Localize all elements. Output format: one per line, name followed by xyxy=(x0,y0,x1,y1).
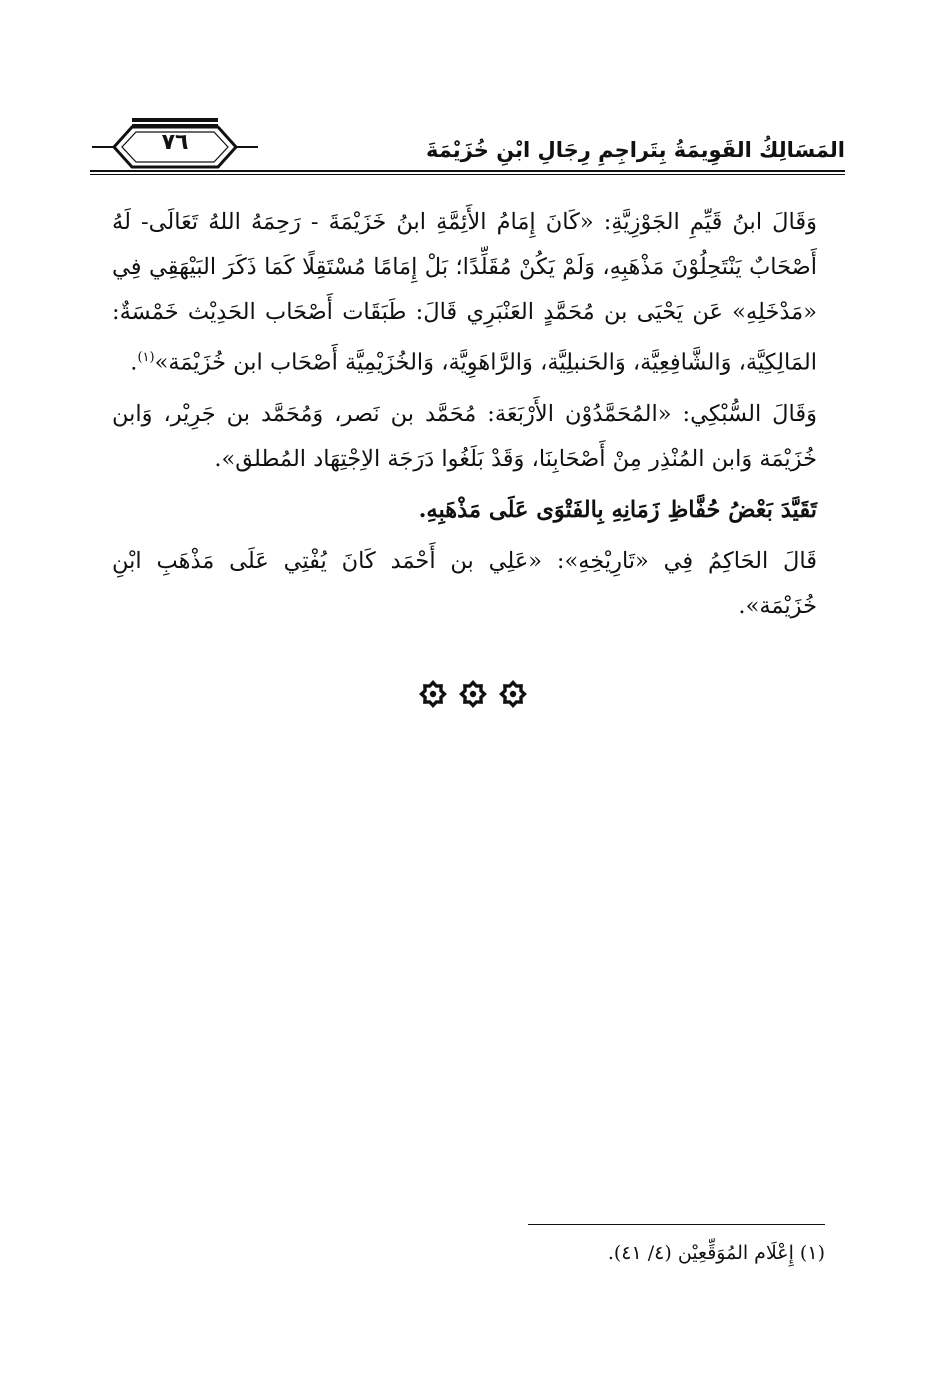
footnote: (١) إِعْلَام المُوَقِّعِيْن (٤/ ٤١). xyxy=(607,1242,825,1264)
page-number: ٧٦ xyxy=(161,130,189,155)
star-ornament-icon xyxy=(497,678,529,710)
footnote-reference: (١) xyxy=(137,350,155,365)
main-text xyxy=(112,200,817,635)
star-ornament-icon xyxy=(457,678,489,710)
closing-paragraph: قَالَ الحَاكِمُ فِي «تَارِيْخِهِ»: «عَلِي بن أَحْمَد كَانَ يُفْتِي عَلَى مَذْهَبِ ابْنِ خُزَيْمَة». xyxy=(112,547,817,619)
paragraph xyxy=(112,200,817,386)
header-rule xyxy=(90,170,845,172)
paragraph-tail: . xyxy=(130,349,138,376)
header-rule-thin xyxy=(90,174,845,175)
section-ornaments xyxy=(0,678,945,710)
paragraph-text: وَقَالَ ابنُ قَيِّمِ الجَوْزِيَّةِ: «كَانَ إِمَامُ الأَئِمَّةِ ابنُ خَزَيْمَةَ - رَحِمَهُ اللهُ تَعَالَى- لَهُ أَصْحَابٌ يَنْتَحِلُوْنَ مَذْهَبِهِ، وَلَمْ يَكُنْ مُقَلِّدًا؛ بَلْ إِمَامًا مُسْتَقِلًا كَمَا ذَكَرَ البَيْهَقِي فِي «مَدْخَلِهِ» عَن يَحْيَى بن مُحَمَّدٍ العَنْبَرِي قَالَ: طَبَقَات أَصْحَاب الحَدِيْث خَمْسَةٌ: المَالِكِيَّة، وَالشَّافِعِيَّة، وَالحَنبلِيَّة، وَالرَّاهَوِيَّة، وَالخُزَيْمِيَّة أَصْحَاب ابن خُزَيْمَة» xyxy=(112,209,817,376)
section-heading: تَقَيَّدَ بَعْضُ حُفَّاظِ زَمَانِهِ بِالفَتْوَى عَلَى مَذْهَبِهِ. xyxy=(418,496,817,523)
star-ornament-icon xyxy=(417,678,449,710)
paragraph-text: وَقَالَ السُّبْكِي: «المُحَمَّدُوْن الأَرْبَعَة: مُحَمَّد بن نَصر، وَمُحَمَّد بن جَرِيْر، وَابن خُزَيْمَة وَابن المُنْذِر مِنْ أَصْحَابِنَا، وَقَدْ بَلَغُوا دَرَجَة الاِجْتِهَاد المُطلق». xyxy=(112,400,817,472)
page-number-badge xyxy=(90,118,260,176)
running-title: المَسَالِكُ القَوِيمَةُ بِتَراجِمِ رِجَالِ ابْنِ خُزَيْمَةَ xyxy=(425,138,845,162)
paragraph xyxy=(112,392,817,482)
running-header xyxy=(90,118,845,176)
footnote-separator xyxy=(528,1224,825,1225)
